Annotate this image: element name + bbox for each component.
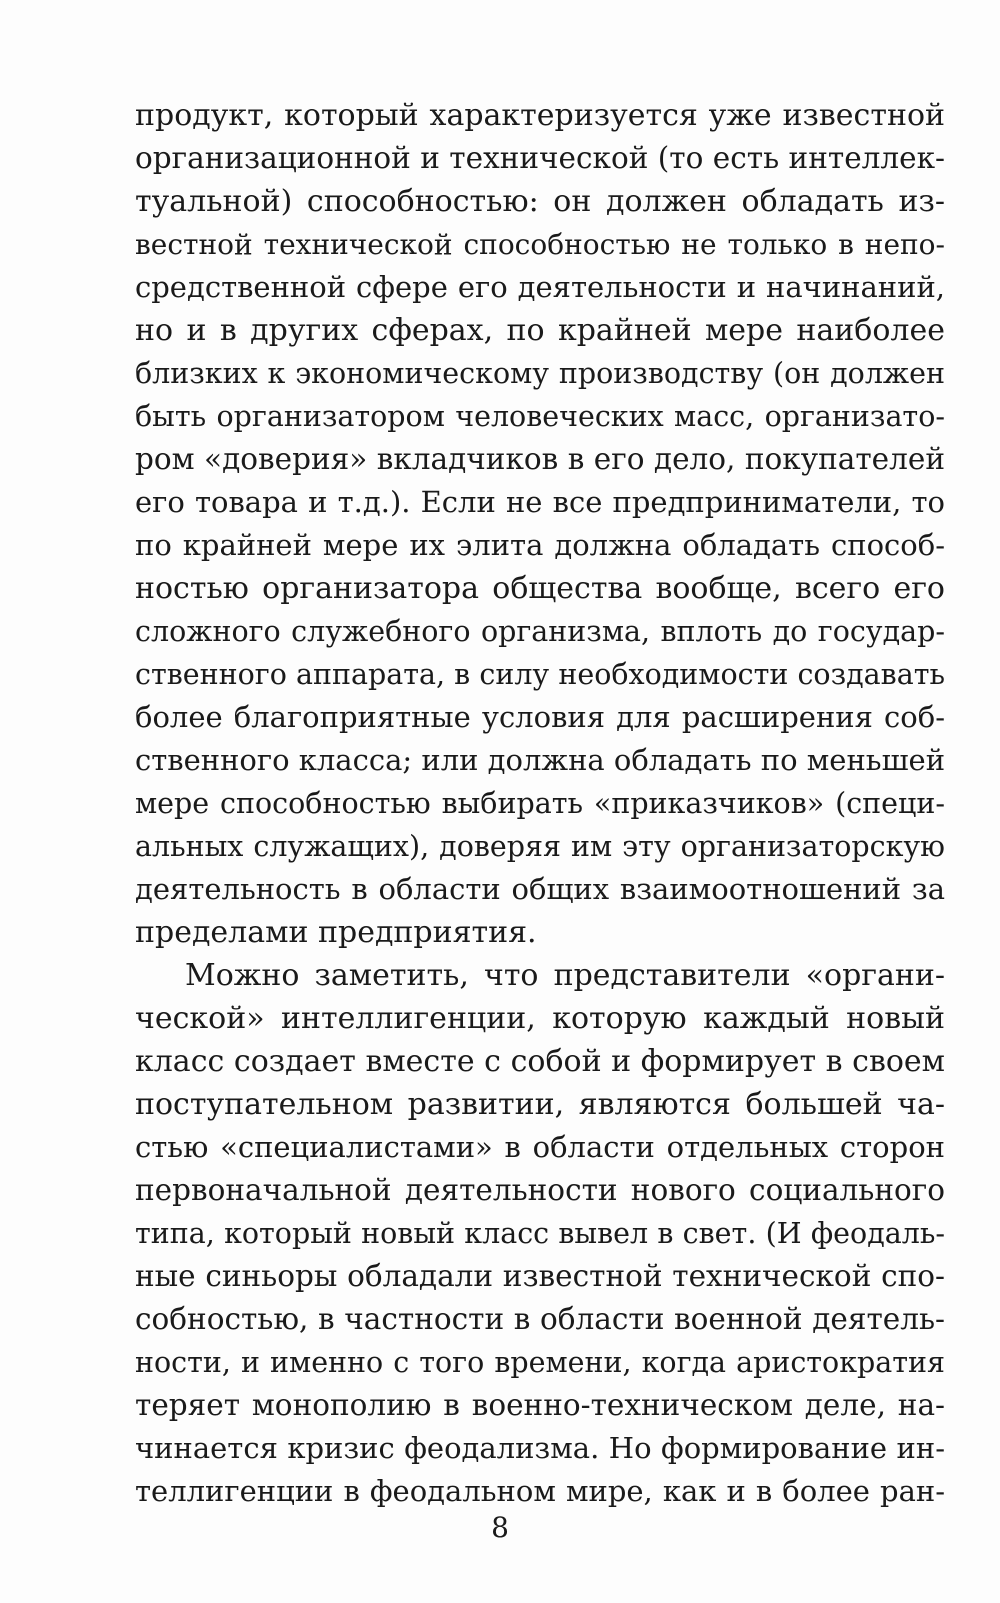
text-line: ственного класса; или должна обладать по меньшей — [135, 743, 945, 777]
text-line: по крайней мере их элита должна обладать способ- — [135, 528, 945, 562]
text-line: Можно заметить, что представители «органи- — [185, 958, 945, 993]
text-line: типа, который новый класс вывел в свет. (И феодаль- — [135, 1217, 945, 1250]
page-number: 8 — [491, 1511, 509, 1544]
body-text — [135, 94, 945, 1513]
text-line: туальной) способностью: он должен обладать из- — [135, 184, 945, 219]
text-line: средственной сфере его деятельности и начинаний, — [135, 270, 945, 304]
text-line: первоначальной деятельности нового социального — [135, 1173, 945, 1207]
text-line: теряет монополию в военно-техническом деле, на- — [135, 1388, 945, 1422]
text-line: вестной технической способностью не только в непо- — [135, 228, 945, 261]
text-line: ные синьоры обладали известной технической спо- — [135, 1259, 945, 1293]
text-line: ностью организатора общества вообще, всего его — [135, 571, 945, 606]
text-line: чинается кризис феодализма. Но формирование ин- — [135, 1431, 945, 1465]
text-line: продукт, который характеризуется уже известной — [135, 98, 945, 133]
text-line: деятельность в области общих взаимоотношений за — [135, 872, 945, 906]
text-line: ром «доверия» вкладчиков в его дело, покупателей — [135, 442, 945, 476]
text-line: поступательном развитии, являются большей ча- — [135, 1087, 945, 1122]
text-line: быть организатором человеческих масс, организато- — [135, 400, 945, 433]
text-line: альных служащих), доверяя им эту организаторскую — [135, 830, 945, 863]
text-line: мере способностью выбирать «приказчиков» (специ- — [135, 787, 945, 820]
text-line: класс создает вместе с собой и формирует в своем — [135, 1044, 945, 1079]
text-line: но и в других сферах, по крайней мере наиболее — [135, 313, 945, 348]
text-line: пределами предприятия. — [135, 915, 537, 950]
text-line: близких к экономическому производству (он должен — [135, 357, 945, 390]
text-line: организационной и технической (то есть интеллек- — [135, 141, 945, 175]
text-line: собностью, в частности в области военной деятель- — [135, 1302, 945, 1336]
text-line: более благоприятные условия для расширения соб- — [135, 700, 945, 734]
text-line: ности, и именно с того времени, когда аристократия — [135, 1346, 945, 1379]
text-line: теллигенции в феодальном мире, как и в более ран- — [135, 1474, 945, 1508]
text-line: его товара и т.д.). Если не все предприниматели, то — [135, 485, 945, 519]
text-line: стью «специалистами» в области отдельных сторон — [135, 1130, 945, 1164]
text-line: ственного аппарата, в силу необходимости создавать — [135, 658, 945, 691]
text-line: ческой» интеллигенции, которую каждый новый — [135, 1001, 945, 1036]
text-line: сложного служебного организма, вплоть до государ- — [135, 615, 945, 648]
